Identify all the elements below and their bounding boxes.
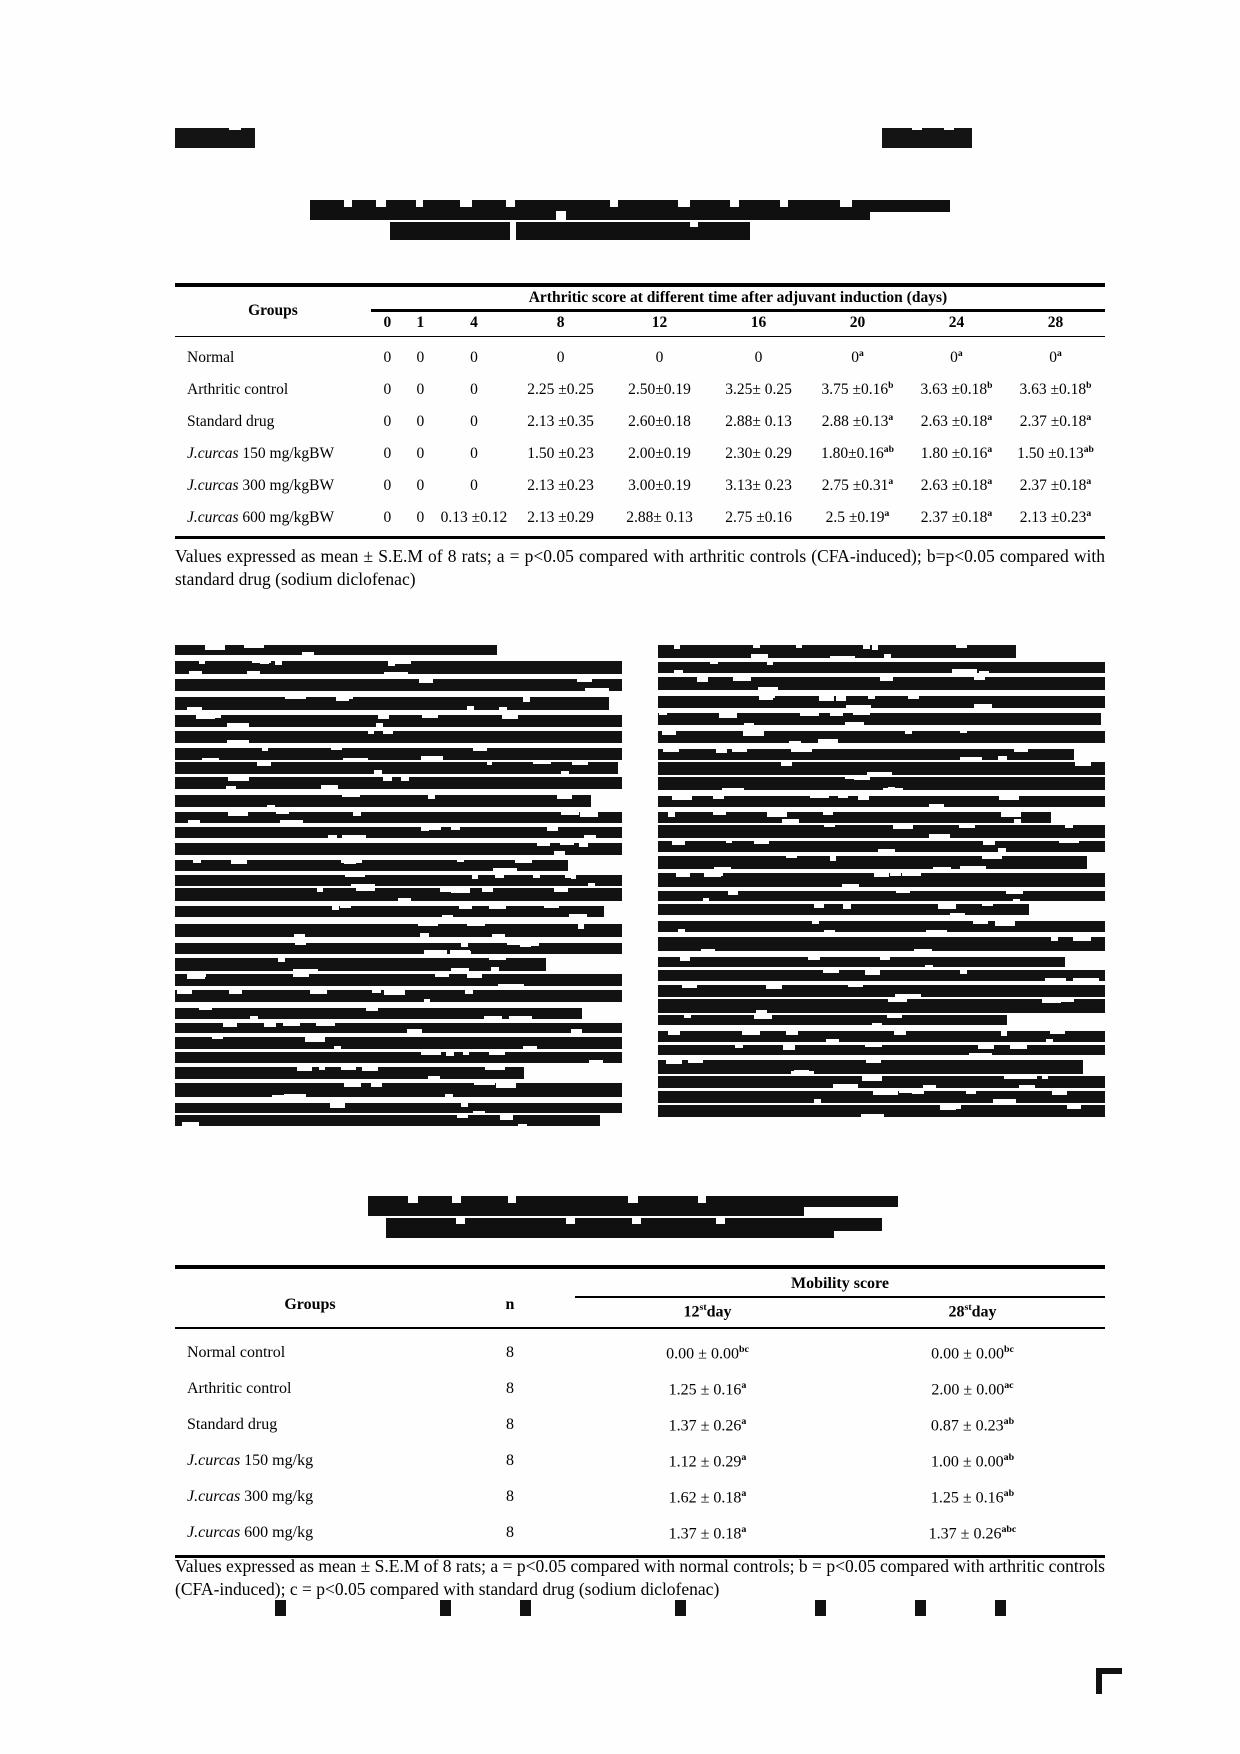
redacted-text-line <box>175 645 497 655</box>
table1-cell: 3.25± 0.25 <box>725 381 792 398</box>
table1-col-day-12: 12 <box>651 314 668 331</box>
redacted-text-line <box>658 856 1087 869</box>
redacted-text-line <box>658 841 1105 852</box>
table1-cell: 2.13 ±0.35 <box>527 413 594 430</box>
table-row <box>175 1515 1105 1551</box>
table2-cell-day12: 1.37 ± 0.18$^a$ <box>668 1523 747 1542</box>
redacted-text-line <box>175 860 568 871</box>
redacted-text-line <box>175 906 604 917</box>
table-row <box>175 342 1105 374</box>
table1-col-day-8: 8 <box>556 314 565 331</box>
significance-marker: a <box>987 508 993 520</box>
significance-marker: ab <box>1003 1451 1015 1463</box>
redacted-text-line <box>175 812 622 823</box>
significance-marker: a <box>741 1487 747 1499</box>
redacted-text-line <box>658 713 1101 725</box>
table1-cell: 1.80±0.16$^{ab}$ <box>821 444 894 463</box>
redacted-text-line <box>175 762 618 774</box>
running-head <box>0 128 1240 150</box>
scan-speck <box>675 1600 686 1616</box>
significance-marker: a <box>741 1379 747 1391</box>
table-row <box>175 1479 1105 1515</box>
redacted-text-line <box>175 990 622 1002</box>
redacted-text-line <box>175 875 622 886</box>
redacted-text-line <box>175 795 591 807</box>
table-row <box>175 470 1105 502</box>
table1-cell: 0 <box>470 413 478 430</box>
redacted-text-line <box>658 873 1105 887</box>
scan-speck <box>275 1600 286 1616</box>
significance-marker: b <box>987 380 993 392</box>
table2-row-group-label: J.curcas 300 mg/kg <box>187 1488 314 1506</box>
table2-cell-day12: 1.25 ± 0.16$^a$ <box>668 1379 747 1398</box>
table1-cell: 0 <box>416 477 425 494</box>
table2-header-group-row <box>175 1269 1105 1297</box>
table1-cell: 2.30± 0.29 <box>725 445 792 462</box>
significance-marker: a <box>987 476 993 488</box>
table1-cell: 3.63 ±0.18$^b$ <box>920 380 993 399</box>
significance-marker: a <box>1086 508 1092 520</box>
table2-cell-day28: 0.00 ± 0.00$^{bc}$ <box>931 1343 1014 1362</box>
redacted-text-line <box>658 796 1105 807</box>
redacted-text-line <box>658 1045 1105 1055</box>
redacted-text-line <box>658 970 1105 981</box>
redacted-text-line <box>175 1083 622 1097</box>
redacted-text-line <box>175 1103 622 1113</box>
significance-marker: a <box>741 1415 747 1427</box>
table1-cell: 2.13 ±0.29 <box>527 509 594 526</box>
table1-cell: 2.00±0.19 <box>628 445 691 462</box>
table1-cell: 2.37 ±0.18$^a$ <box>920 508 993 527</box>
table1-body <box>175 342 1105 534</box>
significance-marker: a <box>957 348 963 360</box>
table-row <box>175 1371 1105 1407</box>
table1-cell: 0 <box>655 349 664 366</box>
table1-cell: 0 <box>470 445 478 462</box>
redacted-text-line <box>175 715 622 727</box>
table2-col-day-12-unit: day <box>706 1303 732 1321</box>
table-mobility-score <box>175 1265 1105 1558</box>
significance-marker: bc <box>1003 1343 1014 1355</box>
table1-cell: 0 <box>383 381 392 398</box>
significance-marker: ac <box>1004 1379 1014 1391</box>
redacted-text-line <box>658 1105 1105 1117</box>
table1-row-group-label: Normal <box>187 349 235 366</box>
significance-marker: a <box>858 348 864 360</box>
redacted-text-line <box>658 1076 1105 1088</box>
table1-cell: 0 <box>383 445 392 462</box>
redacted-text-line <box>658 937 1105 951</box>
table2-cell-n: 8 <box>506 1416 514 1434</box>
table1-cell: 1.50 ±0.13$^{ab}$ <box>1017 444 1094 463</box>
species-name: J.curcas <box>187 509 239 526</box>
significance-marker: a <box>1086 412 1092 424</box>
table2-row-group-label: Normal control <box>187 1344 286 1362</box>
species-name: J.curcas <box>187 1488 241 1506</box>
table2-cell-n: 8 <box>506 1524 514 1542</box>
table2-row-group-label: Arthritic control <box>187 1380 292 1398</box>
redacted-text-line <box>658 985 1105 997</box>
table2-row-group-label: J.curcas 150 mg/kg <box>187 1452 314 1470</box>
significance-marker: a <box>741 1523 747 1535</box>
table1-caption-redacted <box>310 200 950 240</box>
table2-col-day-12-suffix: st <box>699 1302 707 1313</box>
table1-cell: 1.50 ±0.23 <box>527 445 594 462</box>
redacted-text-line <box>175 1023 622 1033</box>
scan-speck <box>440 1600 451 1616</box>
scan-artifact-specks <box>175 1600 1105 1618</box>
significance-marker: abc <box>1001 1523 1017 1535</box>
table2-cell-day12: 1.37 ± 0.26$^a$ <box>668 1415 747 1434</box>
table1-col-day-0: 0 <box>383 314 392 331</box>
table1-cell: 0 <box>470 477 478 494</box>
table1-cell: 2.88± 0.13 <box>626 509 693 526</box>
redacted-text-line <box>658 749 1074 760</box>
redacted-text-line <box>175 1115 600 1126</box>
table1-cell: 0$^a$ <box>1049 348 1062 367</box>
redacted-text-line <box>175 748 622 760</box>
redacted-text-line <box>175 974 622 986</box>
table1-cell: 3.13± 0.23 <box>725 477 792 494</box>
table1-col-day-20: 20 <box>849 314 866 331</box>
redacted-text-line <box>658 1031 1105 1042</box>
table2-row-group-label: Standard drug <box>187 1416 278 1434</box>
table1-cell: 2.13 ±0.23$^a$ <box>1019 508 1092 527</box>
significance-marker: a <box>888 412 894 424</box>
table1-footnote: Values expressed as mean ± S.E.M of 8 rats; a = p<0.05 compared with arthritic controls (CFA-induced); b=p<0.05 compared with standard drug (sodium diclofenac) <box>175 546 1105 590</box>
redacted-text-line <box>175 697 609 710</box>
table2-cell-day28: 0.87 ± 0.23$^{ab}$ <box>930 1415 1015 1434</box>
table2-caption-redacted <box>368 1196 898 1238</box>
running-head-right-redacted <box>882 128 972 148</box>
table1-col-day-28: 28 <box>1047 314 1064 331</box>
significance-marker: a <box>1056 348 1062 360</box>
table1-cell: 0$^a$ <box>950 348 963 367</box>
body-column-left <box>175 645 622 1129</box>
table2-cell-n: 8 <box>506 1380 514 1398</box>
table1-cell: 0$^a$ <box>851 348 864 367</box>
redacted-text-line <box>658 1091 1105 1103</box>
table1-cell: 2.88± 0.13 <box>725 413 792 430</box>
table1-cell: 2.63 ±0.18$^a$ <box>920 476 993 495</box>
significance-marker: a <box>1086 476 1092 488</box>
redacted-text-line <box>175 843 622 855</box>
significance-marker: ab <box>883 444 894 456</box>
table1-span-header: Arthritic score at different time after adjuvant induction (days) <box>371 287 1105 311</box>
redacted-text-line <box>658 1015 1007 1025</box>
redacted-text-line <box>658 904 1029 915</box>
table1-row-group-label: Standard drug <box>187 413 275 430</box>
table-row <box>175 374 1105 406</box>
table2-cell-day28: 2.00 ± 0.00$^{ac}$ <box>931 1379 1014 1398</box>
table-row <box>175 1335 1105 1371</box>
table1-col-day-24: 24 <box>948 314 965 331</box>
table1-cell: 2.37 ±0.18$^a$ <box>1019 476 1092 495</box>
table2-col-day-28 <box>840 1297 1105 1328</box>
page-corner-mark <box>1096 1668 1122 1694</box>
redacted-text-line <box>175 888 622 901</box>
table-row <box>175 1443 1105 1479</box>
redacted-text-line <box>658 812 1051 823</box>
table2-col-day-28-suffix: st <box>964 1302 972 1313</box>
significance-marker: bc <box>738 1343 749 1355</box>
scan-speck <box>815 1600 826 1616</box>
species-name: J.curcas <box>187 477 239 494</box>
table2-col-day-12 <box>575 1297 840 1328</box>
table1-cell: 0 <box>416 381 425 398</box>
redacted-text-line <box>658 777 1105 790</box>
species-name: J.curcas <box>187 445 239 462</box>
redacted-text-line <box>175 827 622 838</box>
table1-cell: 0.13 ±0.12 <box>440 509 508 526</box>
table1-cell: 0 <box>383 349 392 366</box>
table1-row-group-label: Arthritic control <box>187 381 289 398</box>
table1-cell: 2.13 ±0.23 <box>527 477 594 494</box>
table2-groups-header: Groups <box>284 1296 336 1314</box>
table2-col-day-12-num: 12 <box>683 1303 700 1321</box>
table1-cell: 0 <box>556 349 565 366</box>
redacted-text-line <box>658 957 1065 967</box>
table1-cell: 3.75 ±0.16$^b$ <box>821 380 894 399</box>
significance-marker: a <box>987 444 993 456</box>
table1-cell: 2.88 ±0.13$^a$ <box>821 412 894 431</box>
significance-marker: ab <box>1003 1487 1015 1499</box>
table1-cell: 2.75 ±0.16 <box>725 509 792 526</box>
table2-row-group-label: J.curcas 600 mg/kg <box>187 1524 314 1542</box>
table-row <box>175 1407 1105 1443</box>
redacted-text-line <box>658 696 1105 708</box>
table-row <box>175 502 1105 534</box>
table2-cell-day12: 0.00 ± 0.00$^{bc}$ <box>666 1343 749 1362</box>
redacted-text-line <box>658 662 1105 673</box>
table2-footnote: Values expressed as mean ± S.E.M of 8 rats; a = p<0.05 compared with normal controls; b = p<0.05 compared with arthritic controls (CFA-induced); c = p<0.05 compared with standard drug (sodium diclofenac) <box>175 1556 1105 1600</box>
significance-marker: a <box>884 508 890 520</box>
table2-cell-day12: 1.12 ± 0.29$^a$ <box>668 1451 747 1470</box>
table2-cell-day12: 1.62 ± 0.18$^a$ <box>668 1487 747 1506</box>
table1-col-day-1: 1 <box>416 314 425 331</box>
table1-cell: 2.37 ±0.18$^a$ <box>1019 412 1092 431</box>
table2-col-day-28-unit: day <box>971 1303 997 1321</box>
body-column-right <box>658 645 1105 1129</box>
table2-span-header: Mobility score <box>575 1269 1105 1297</box>
table1-cell: 3.63 ±0.18$^b$ <box>1019 380 1092 399</box>
table-row <box>175 438 1105 470</box>
table1-cell: 0 <box>416 349 425 366</box>
table1-col-day-16: 16 <box>750 314 767 331</box>
running-head-left-redacted <box>175 128 255 148</box>
significance-marker: ab <box>1003 1415 1015 1427</box>
table1-cell: 2.63 ±0.18$^a$ <box>920 412 993 431</box>
redacted-text-line <box>175 958 546 971</box>
table1-cell: 2.25 ±0.25 <box>527 381 594 398</box>
redacted-text-line <box>175 1052 622 1063</box>
table1-cell: 0 <box>470 381 478 398</box>
table1-row-group-label: J.curcas 150 mg/kgBW <box>187 445 335 462</box>
table2-cell-day28: 1.00 ± 0.00$^{ab}$ <box>930 1451 1015 1470</box>
table1-cell: 3.00±0.19 <box>628 477 691 494</box>
table2-body <box>175 1335 1105 1551</box>
table-row <box>175 406 1105 438</box>
redacted-text-line <box>175 924 622 937</box>
redacted-text-line <box>658 645 1016 658</box>
table1-col-day-4: 4 <box>470 314 478 331</box>
scan-speck <box>995 1600 1006 1616</box>
significance-marker: a <box>888 476 894 488</box>
redacted-text-line <box>658 677 1105 690</box>
scan-speck <box>520 1600 531 1616</box>
table1-cell: 0 <box>383 413 392 430</box>
redacted-text-line <box>658 921 1105 932</box>
table1-cell: 0 <box>416 445 425 462</box>
significance-marker: b <box>888 380 894 392</box>
redacted-text-line <box>658 825 1105 838</box>
table1-cell: 0 <box>416 509 425 526</box>
redacted-text-line <box>175 777 622 789</box>
table1-cell: 0 <box>754 349 763 366</box>
table1-cell: 0 <box>383 509 392 526</box>
redacted-text-line <box>658 1060 1083 1074</box>
table1-row-group-label: J.curcas 300 mg/kgBW <box>187 477 335 494</box>
table1-header-group-row <box>175 287 1105 311</box>
table1-cell: 2.50±0.19 <box>628 381 691 398</box>
table1-cell: 2.75 ±0.31$^a$ <box>821 476 894 495</box>
redacted-text-line <box>175 943 622 954</box>
scan-speck <box>915 1600 926 1616</box>
species-name: J.curcas <box>187 1452 241 1470</box>
table1-cell: 0 <box>383 477 392 494</box>
table1-cell: 2.5 ±0.19$^a$ <box>825 508 890 527</box>
redacted-text-line <box>175 1008 582 1019</box>
redacted-text-line <box>175 679 622 691</box>
table1-cell: 0 <box>416 413 425 430</box>
redacted-text-line <box>658 731 1105 743</box>
table1-row-group-label: J.curcas 600 mg/kgBW <box>187 509 335 526</box>
table1-groups-header: Groups <box>248 301 298 319</box>
redacted-text-line <box>175 1067 524 1079</box>
significance-marker: a <box>987 412 993 424</box>
redacted-text-line <box>658 999 1105 1013</box>
table2-cell-n: 8 <box>506 1344 514 1362</box>
table1-cell: 2.60±0.18 <box>628 413 691 430</box>
table2-cell-n: 8 <box>506 1488 514 1506</box>
table1-cell: 0 <box>470 349 478 366</box>
table2-cell-n: 8 <box>506 1452 514 1470</box>
redacted-text-line <box>175 1037 622 1049</box>
redacted-text-line <box>658 762 1105 775</box>
table1-cell: 1.80 ±0.16$^a$ <box>920 444 993 463</box>
redacted-text-line <box>175 661 622 674</box>
redacted-text-line <box>175 731 622 743</box>
table2-cell-day28: 1.25 ± 0.16$^{ab}$ <box>930 1487 1015 1506</box>
species-name: J.curcas <box>187 1524 241 1542</box>
significance-marker: a <box>741 1451 747 1463</box>
table-arthritic-score <box>175 283 1105 539</box>
table2-n-header: n <box>505 1296 515 1314</box>
table2-cell-day28: 1.37 ± 0.26$^{abc}$ <box>928 1523 1017 1542</box>
significance-marker: b <box>1086 380 1092 392</box>
body-text-redacted <box>175 645 1105 1129</box>
redacted-text-line <box>658 891 1105 901</box>
significance-marker: ab <box>1083 444 1094 456</box>
table2-col-day-28-num: 28 <box>948 1303 965 1321</box>
